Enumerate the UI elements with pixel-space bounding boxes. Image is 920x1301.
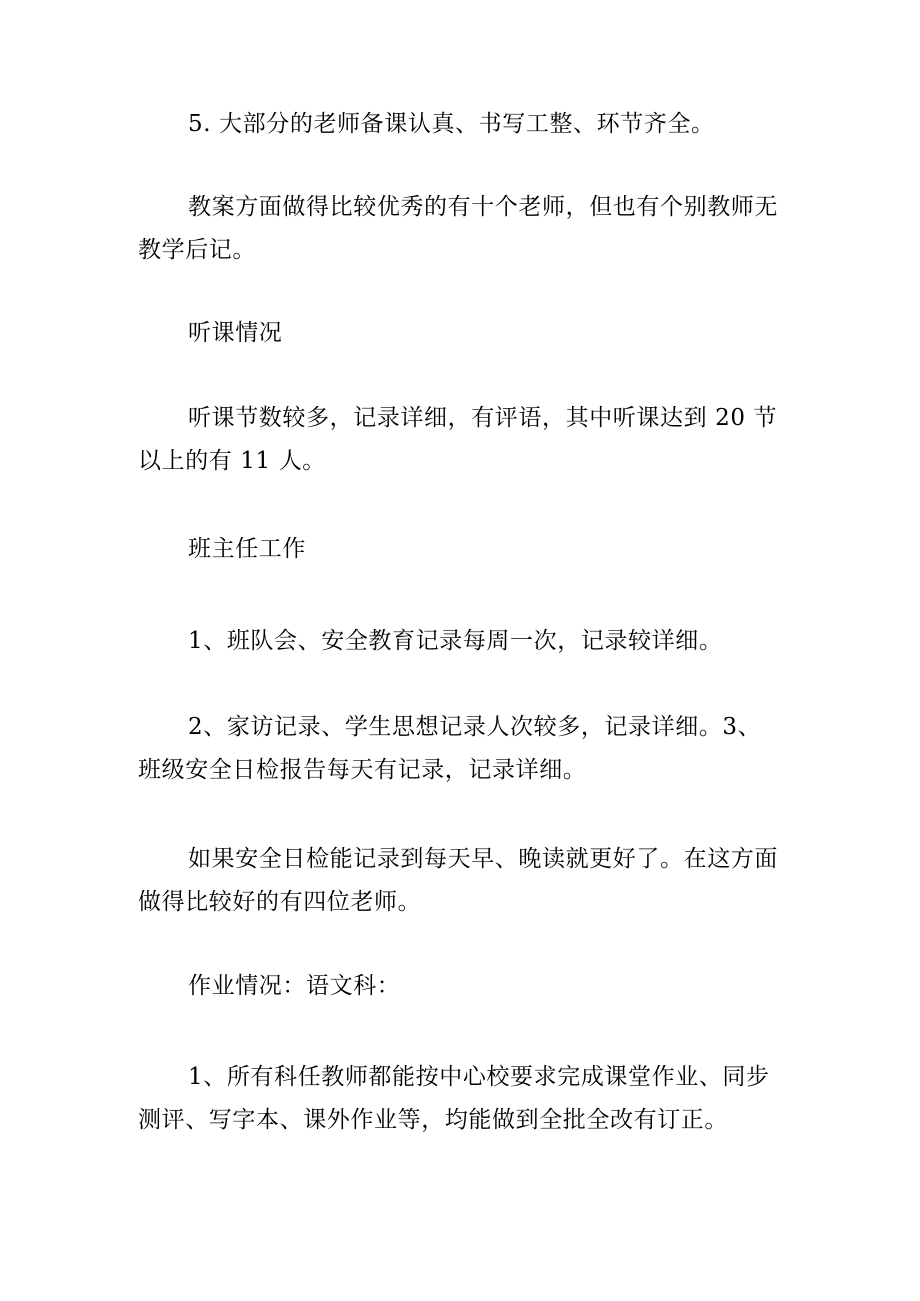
paragraph-lesson-plans: 教案方面做得比较优秀的有十个老师，但也有个别教师无教学后记。 — [138, 194, 778, 263]
paragraph-lesson-observation: 听课节数较多，记录详细，有评语，其中听课达到 20 节以上的有 11 人。 — [138, 405, 778, 474]
heading-lesson-observation: 听课情况 — [188, 320, 283, 346]
paragraph-homework-grading: 1、所有科任教师都能按中心校要求完成课堂作业、同步测评、写字本、课外作业等，均能做到全批全改有订正。 — [138, 1064, 770, 1133]
paragraph-safety-check: 如果安全日检能记录到每天早、晚读就更好了。在这方面做得比较好的有四位老师。 — [138, 846, 778, 915]
heading-class-teacher-work: 班主任工作 — [188, 536, 306, 562]
heading-homework-chinese: 作业情况：语文科： — [188, 973, 401, 999]
paragraph-lesson-prep: 5. 大部分的老师备课认真、书写工整、环节齐全。 — [188, 111, 715, 137]
paragraph-home-visits: 2、家访记录、学生思想记录人次较多，记录详细。3、班级安全日检报告每天有记录，记录详细。 — [138, 714, 762, 783]
paragraph-class-meetings: 1、班队会、安全教育记录每周一次，记录较详细。 — [188, 628, 723, 654]
